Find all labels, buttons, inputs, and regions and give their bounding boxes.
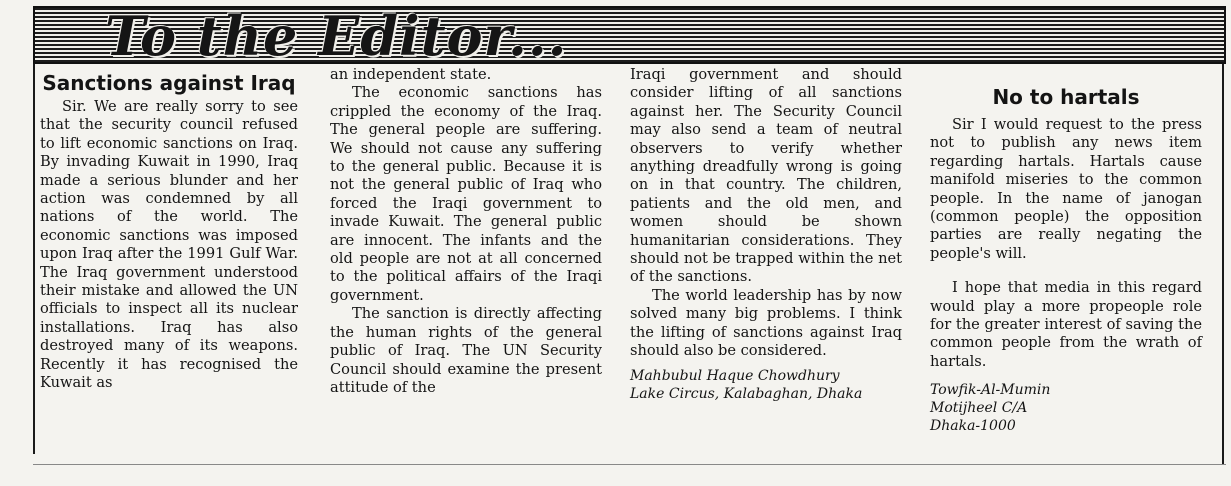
letter1-signature	[630, 367, 902, 403]
letter1-headline: Sanctions against Iraq	[42, 71, 296, 95]
letter1-paragraph-4: The world leadership has by now solved many big problems. I think the lifting of sanctions against Iraq should also be considered.	[630, 286, 902, 360]
column-4	[930, 66, 1202, 435]
letter2-paragraph-2: I hope that media in this regard would play a more propeople role for the greater interest of saving the common people from the wrath of hartals.	[930, 279, 1202, 370]
letter2-signature-name: Towfik-Al-Mumin	[930, 382, 1051, 399]
letter2-signature-line3: Dhaka-1000	[930, 418, 1016, 435]
letter1-paragraph-2: The economic sanctions has crippled the economy of the Iraq. The general people are suffering. We should not cause any suffering to the general public. Because it is not the general public of Iraq who forced the Iraqi government to invade Kuwait. The general public are innocent. The infants and the old people are not at all concerned to the political affairs of the Iraqi government.	[330, 84, 602, 304]
paragraph-gap	[930, 263, 1202, 279]
letter2-signature	[930, 381, 1202, 435]
letter1-paragraph-3-continued: Iraqi government and should consider lifting of all sanctions against her. The Security Council may also send a team of neutral observers to verify whether anything dreadfully wrong is going on in that country. The children, patients and the old men, and women should be shown humanitarian considerations. They should not be trapped within the net of the sanctions.	[630, 66, 902, 286]
letter1-paragraph-1-continued: an independent state.	[330, 66, 492, 83]
letter1-paragraph-3: The sanction is directly affecting the human rights of the general public of Iraq. The UN Security Council should examine the present attitude of the	[330, 305, 602, 396]
letter1-paragraph-1: Sir. We are really sorry to see that the security council refused to lift economic sanctions on Iraq. By invading Kuwait in 1990, Iraq made a serious blunder and her action was condemned by all nations of the world. The economic sanctions was imposed upon Iraq after the 1991 Gulf War. The Iraq government understood their mistake and allowed the UN officials to inspect all its nuclear installations. Iraq has also destroyed many of its weapons. Recently it has recognised the Kuwait as	[40, 98, 298, 392]
masthead-banner	[33, 4, 1226, 68]
column-2	[330, 66, 602, 397]
letter1-signature-name: Mahbubul Haque Chowdhury	[630, 367, 840, 384]
letter2-headline: No to hartals	[992, 85, 1140, 109]
column-3	[630, 66, 902, 403]
left-border-rule	[33, 64, 35, 454]
letter2-signature-line2: Motijheel C/A	[930, 400, 1028, 417]
column-1	[40, 72, 298, 393]
bottom-border-rule	[33, 464, 1226, 465]
letter1-signature-address: Lake Circus, Kalabaghan, Dhaka	[630, 385, 863, 402]
right-border-rule	[1222, 64, 1224, 464]
masthead-title: To the Editor...	[105, 4, 568, 68]
letter2-paragraph-1: Sir I would request to the press not to publish any news item regarding hartals. Hartals cause manifold miseries to the common people. In the name of janogan (common people) the opposition parties are really negating the people's will.	[930, 116, 1202, 262]
